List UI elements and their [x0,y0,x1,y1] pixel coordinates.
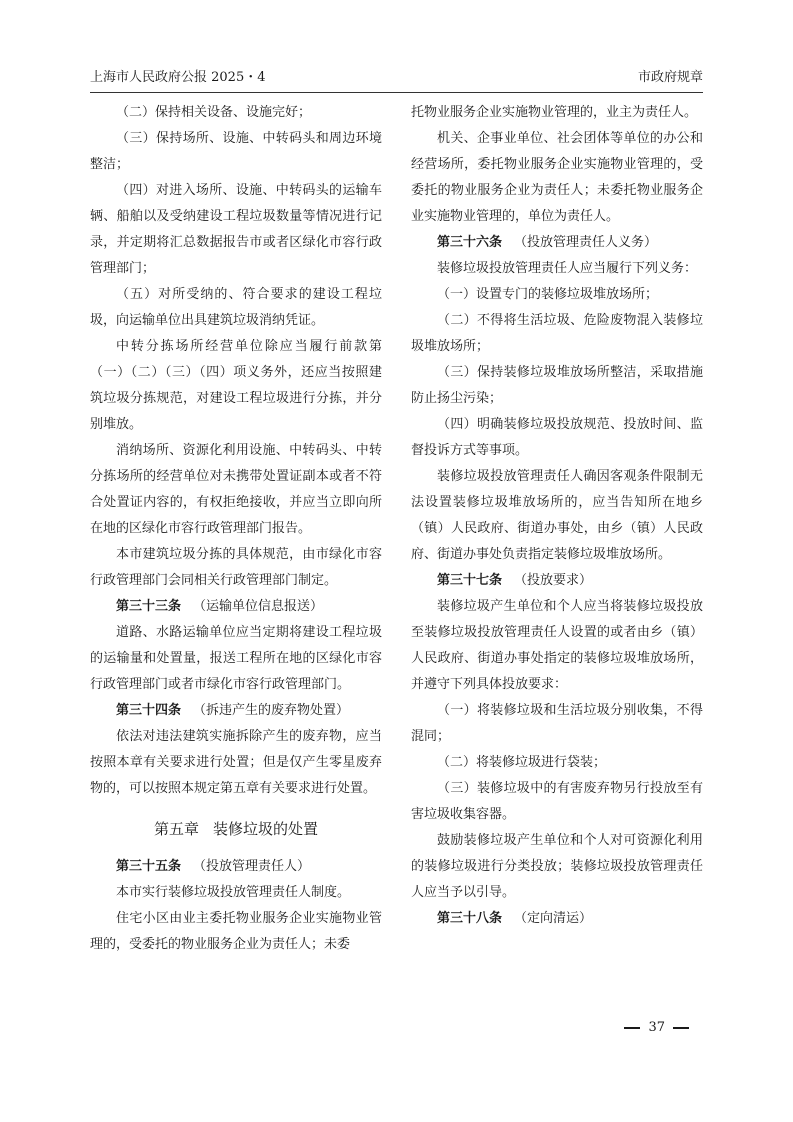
section-title: 市政府规章 [637,70,703,85]
article-number: 第三十八条 [437,911,503,926]
paragraph: 装修垃圾产生单位和个人应当将装修垃圾投放至装修垃圾投放管理责任人设置的或者由乡（镇）人民政府、街道办事处指定的装修垃圾堆放场所，并遵守下列具体投放要求： [411,599,703,692]
article-subject: （投放要求） [514,573,593,588]
paragraph: 托物业服务企业实施物业管理的，业主为责任人。 [411,105,698,120]
article-number: 第三十七条 [437,573,503,588]
article-subject: （拆违产生的废弃物处置） [193,703,350,718]
article-heading-34 [90,698,382,724]
paragraph: （三）保持场所、设施、中转码头和周边环境整洁； [90,131,382,172]
paragraph: （一）设置专门的装修垃圾堆放场所； [437,287,659,302]
article-number: 第三十六条 [437,235,503,250]
paragraph: 机关、企事业单位、社会团体等单位的办公和经营场所，委托物业服务企业实施物业管理的，受委托的物业服务企业为责任人；未委托物业服务企业实施物业管理的，单位为责任人。 [411,131,703,224]
right-column [411,100,703,932]
paragraph: （三）装修垃圾中的有害废弃物另行投放至有害垃圾收集容器。 [411,781,703,822]
paragraph: 中转分拣场所经营单位除应当履行前款第（一）（二）（三）（四）项义务外，还应当按照建筑垃圾分拣规范，对建设工程垃圾进行分拣，并分别堆放。 [90,339,382,432]
chapter-title: 装修垃圾的处置 [213,820,319,838]
paragraph: 本市建筑垃圾分拣的具体规范，由市绿化市容行政管理部门会同相关行政管理部门制定。 [90,547,382,588]
paragraph: 消纳场所、资源化利用设施、中转码头、中转分拣场所的经营单位对未携带处置证副本或者不符合处置证内容的，有权拒绝接收，并应当立即向所在地的区绿化市容行政管理部门报告。 [90,443,382,536]
paragraph: 装修垃圾投放管理责任人应当履行下列义务： [437,261,698,276]
paragraph: （一）将装修垃圾和生活垃圾分别收集，不得混同； [411,703,703,744]
paragraph: （四）明确装修垃圾投放规范、投放时间、监督投诉方式等事项。 [411,417,703,458]
page-header [90,66,703,90]
page-footer [616,1020,697,1035]
paragraph: 装修垃圾投放管理责任人确因客观条件限制无法设置装修垃圾堆放场所的，应当告知所在地乡（镇）人民政府、街道办事处，由乡（镇）人民政府、街道办事处负责指定装修垃圾堆放场所。 [411,469,703,562]
paragraph: （二）将装修垃圾进行袋装； [437,755,607,770]
article-subject: （投放管理责任人） [193,859,311,874]
article-subject: （投放管理责任人义务） [514,235,658,250]
left-column [90,100,382,958]
paragraph: （四）对进入场所、设施、中转码头的运输车辆、船舶以及受纳建设工程垃圾数量等情况进行记录，并定期将汇总数据报告市或者区绿化市容行政管理部门； [90,183,382,276]
page-number: 37 [648,1020,665,1035]
article-heading-33 [90,594,382,620]
chapter-heading [90,816,382,842]
article-heading-36 [411,230,703,256]
journal-title: 上海市人民政府公报 2025・4 [90,70,266,85]
paragraph: （二）不得将生活垃圾、危险废物混入装修垃圾堆放场所； [411,313,703,354]
paragraph: 鼓励装修垃圾产生单位和个人对可资源化利用的装修垃圾进行分类投放；装修垃圾投放管理责任人应当予以引导。 [411,833,703,900]
article-subject: （运输单位信息报送） [193,599,324,614]
paragraph: （五）对所受纳的、符合要求的建设工程垃圾，向运输单位出具建筑垃圾消纳凭证。 [90,287,382,328]
article-heading-38 [411,906,703,932]
chapter-number: 第五章 [153,820,199,838]
article-heading-37 [411,568,703,594]
header-divider [90,92,703,93]
article-heading-35 [90,854,382,880]
paragraph: 依法对违法建筑实施拆除产生的废弃物，应当按照本章有关要求进行处置；但是仅产生零星废弃物的，可以按照本规定第五章有关要求进行处置。 [90,729,382,796]
dash-left [624,1027,640,1029]
paragraph: （三）保持装修垃圾堆放场所整洁，采取措施防止扬尘污染； [411,365,703,406]
paragraph: （二）保持相关设备、设施完好； [116,105,312,120]
paragraph: 道路、水路运输单位应当定期将建设工程垃圾的运输量和处置量，报送工程所在地的区绿化市容行政管理部门或者市绿化市容行政管理部门。 [90,625,382,692]
paragraph: 住宅小区由业主委托物业服务企业实施物业管理的，受委托的物业服务企业为责任人；未委 [90,911,382,952]
article-number: 第三十三条 [116,599,182,614]
dash-right [673,1027,689,1029]
article-subject: （定向清运） [514,911,593,926]
paragraph: 本市实行装修垃圾投放管理责任人制度。 [116,885,351,900]
article-number: 第三十四条 [116,703,182,718]
article-number: 第三十五条 [116,859,182,874]
